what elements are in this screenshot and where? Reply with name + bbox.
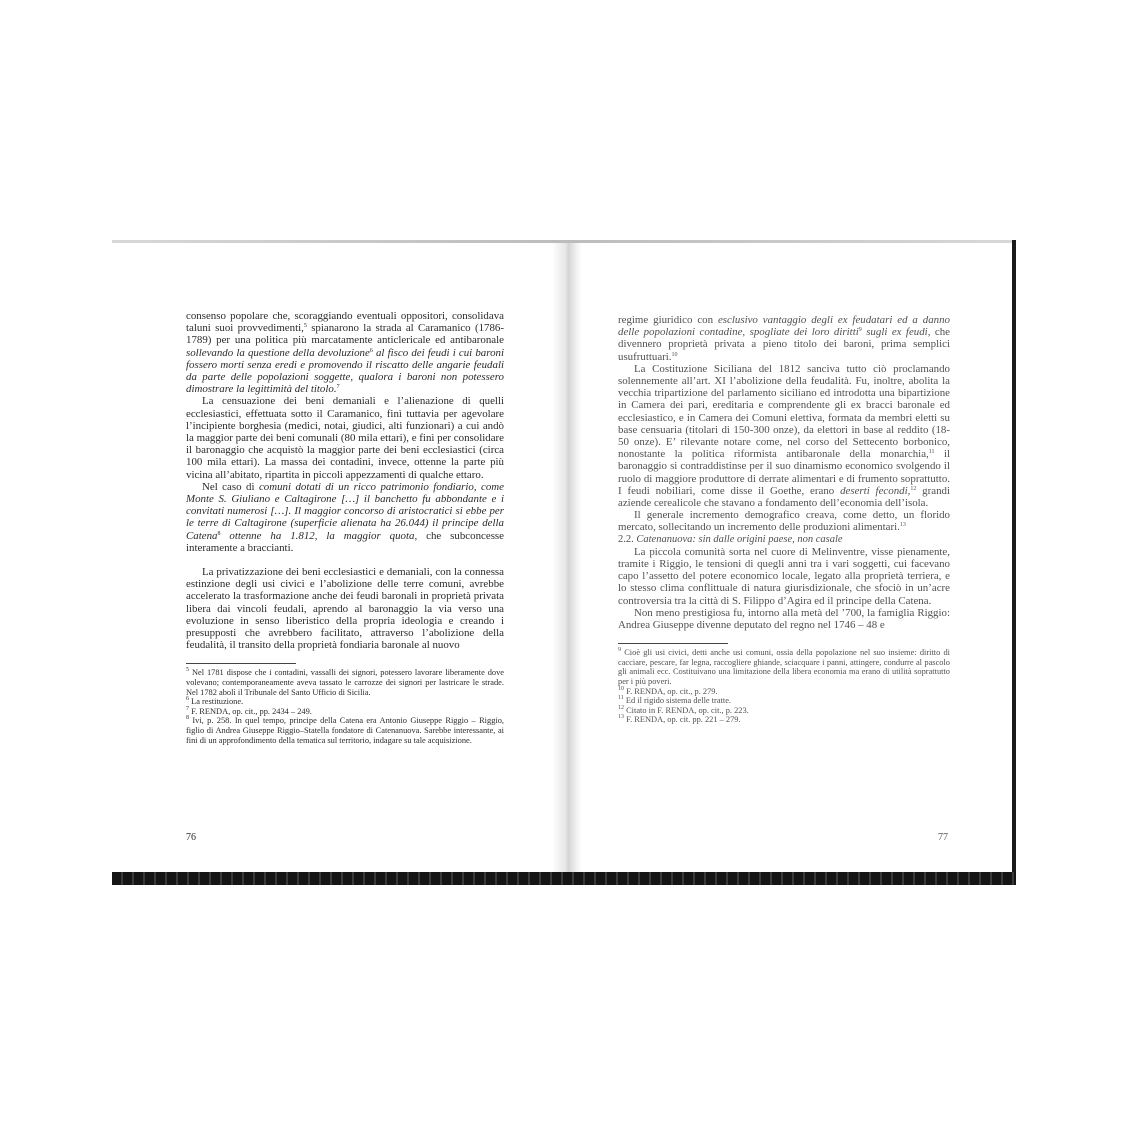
- body-paragraph: Il generale incremento demografico creava, come detto, un florido mercato, sollecitando un incremento delle produzioni alimentari.$^{13}$: [618, 509, 950, 534]
- book-gutter: [552, 243, 582, 872]
- footnote-rule: [186, 663, 296, 664]
- scan-bottom-edge: [112, 872, 1016, 885]
- body-paragraph: consenso popolare che, scoraggiando eventuali oppositori, consolidava taluni suoi provvedimenti,$^5$ spianarono la strada al Caramanico (1786-1789) per una politica più marcatamente anticlericale ed antibaronale sollevando la questione della devoluzione$^6$ al fisco dei feudi i cui baroni fossero morti senza eredi e promovendo il riscatto delle angarie feudali da parte delle popolazioni soggette, qualora i baroni non potessero dimostrare la legittimità del titolo.$^7$: [186, 310, 504, 396]
- body-paragraph: Non meno prestigiosa fu, intorno alla metà del ’700, la famiglia Riggio: Andrea Giuseppe divenne deputato del regno nel 1746 – 48 e: [618, 606, 950, 632]
- section-heading: 2.2. Catenanuova: sin dalle origini paese, non casale: [618, 533, 843, 545]
- footnote: $^9$ Cioè gli usi civici, detti anche usi comuni, ossia della popolazione nel suo insieme: diritto di cacciare, pescare, far legna, raccogliere ghiande, sciacquare i panni, attingere, condurre al pascolo gli animali ecc. Costituivano una limitazione della libera economia ma erano di utilità soprattutto per i più poveri.: [618, 647, 951, 687]
- body-paragraph: La censuazione dei beni demaniali e l’alienazione di quelli ecclesiastici, effettuata sotto il Caramanico, finì tuttavia per agevolare l’incipiente borghesia (medici, notai, giudici, alti funzionari) a cui andò la maggior parte dei beni comunali (80 mila ettari), e finì per consolidare il baronaggio che acquistò la maggior parte dei beni ecclesiastici (circa 100 mila ettari). La massa dei contadini, invece, ottenne la parte più vicina all’abitato, ripartita in piccoli appezzamenti di qualche ettaro.: [186, 395, 504, 481]
- footnote-rule: [618, 643, 728, 644]
- right-page: [618, 314, 950, 725]
- body-paragraph: La piccola comunità sorta nel cuore di Melinventre, visse pienamente, tramite i Riggio, le tensioni di quegli anni tra i vari soggetti, cui facevano capo l’assetto del potere economico locale, legato alla proprietà terriera, e lo stesso clima conflittuale di natura giurisdizionale, che sfociò in un’acre controversia tra la città di S. Filippo d’Agira ed il principe della Catena.: [618, 545, 950, 607]
- scan-right-edge: [1012, 240, 1016, 885]
- footnote: $^{13}$ F. RENDA, op. cit. pp. 221 – 279.: [618, 714, 741, 725]
- footnote: $^{10}$ F. RENDA, op. cit., p. 279.: [618, 685, 718, 696]
- page-number: 77: [938, 832, 948, 843]
- footnote: $^5$ Nel 1781 dispose che i contadini, vassalli dei signori, potessero lavorare liberamente dove volevano; contemporaneamente aveva tassato le carrozze dei signori per lastricare le strade. Nel 1782 abolì il Tribunale del Santo Ufficio di Sicilia.: [186, 667, 505, 697]
- footnote: $^{11}$ Ed il rigido sistema delle tratte.: [618, 695, 732, 706]
- left-page: [186, 310, 504, 745]
- body-paragraph: Nel caso di comuni dotati di un ricco patrimonio fondiario, come Monte S. Giuliano e Caltagirone […] il banchetto fu abbondante e i convitati numerosi […]. Il maggior concorso di aristocratici si ebbe per le terre di Caltagirone (superficie alienata ha 26.044) il principe della Catena$^8$ ottenne ha 1.812, la maggior quota, che subconcesse interamente a braccianti.: [186, 480, 505, 554]
- footnote: $^6$ La restituzione.: [186, 696, 244, 707]
- footnote: $^8$ Ivi, p. 258. In quel tempo, principe della Catena era Antonio Giuseppe Riggio – Riggio, figlio di Andrea Giuseppe Riggio–Statella fondatore di Catenanuova. Sarebbe interessante, ai fini di un approfondimento della tematica sul territorio, indagare su tale acquisizione.: [186, 715, 504, 745]
- body-paragraph: La Costituzione Siciliana del 1812 sanciva tutto ciò proclamando solennemente all’art. XI l’abolizione della feudalità. Fu, inoltre, abolita la vecchia tripartizione del parlamento siciliano ed introdotta una bipartizione in Camera dei pari, ereditaria e comprendente gli ex bracci baronale ed ecclesiastico, e in Camera dei Comuni elettiva, formata da membri eletti su base censuaria (titolari di 150-300 onze), da elettori in base al reddito (18-50 onze). E’ rilevante notare come, nel corso del Settecento borbonico, nonostante la politica riformista antibaronale della monarchia,$^{11}$ il baronaggio si contraddistinse per il suo dinamismo economico svolgendo il ruolo di maggiore produttore di derrate alimentari e di frumento soprattutto. I feudi nobiliari, come disse il Goethe, erano deserti fecondi,$^{12}$ grandi aziende cerealicole che stavano a fondamento dell’economia dell’isola.: [618, 362, 951, 510]
- footnote: $^{12}$ Citato in F. RENDA, op. cit., p. 223.: [618, 704, 749, 715]
- body-paragraph: La privatizzazione dei beni ecclesiastici e demaniali, con la connessa estinzione degli usi civici e l’abolizione delle terre comuni, avrebbe accelerato la trasformazione anche dei feudi baronali in proprietà privata libera dai vincoli feudali, aprendo al baronaggio la via verso una evoluzione in senso liberistico della propria ideologia e creando i presupposti che avrebbero facilitato, attraverso l’abolizione della feudalità, il transito della proprietà fondiaria baronale al nuovo: [186, 566, 504, 652]
- body-paragraph: regime giuridico con esclusivo vantaggio degli ex feudatari ed a danno delle popolazioni contadine, spogliate dei loro diritti$^9$ sugli ex feudi, che divennero proprietà privata a pieno titolo dei baroni, prima semplici usufruttuari.$^{10}$: [618, 314, 950, 363]
- footnote: $^7$ F. RENDA, op. cit., pp. 2434 – 249.: [186, 705, 312, 716]
- page-number: 76: [186, 832, 196, 843]
